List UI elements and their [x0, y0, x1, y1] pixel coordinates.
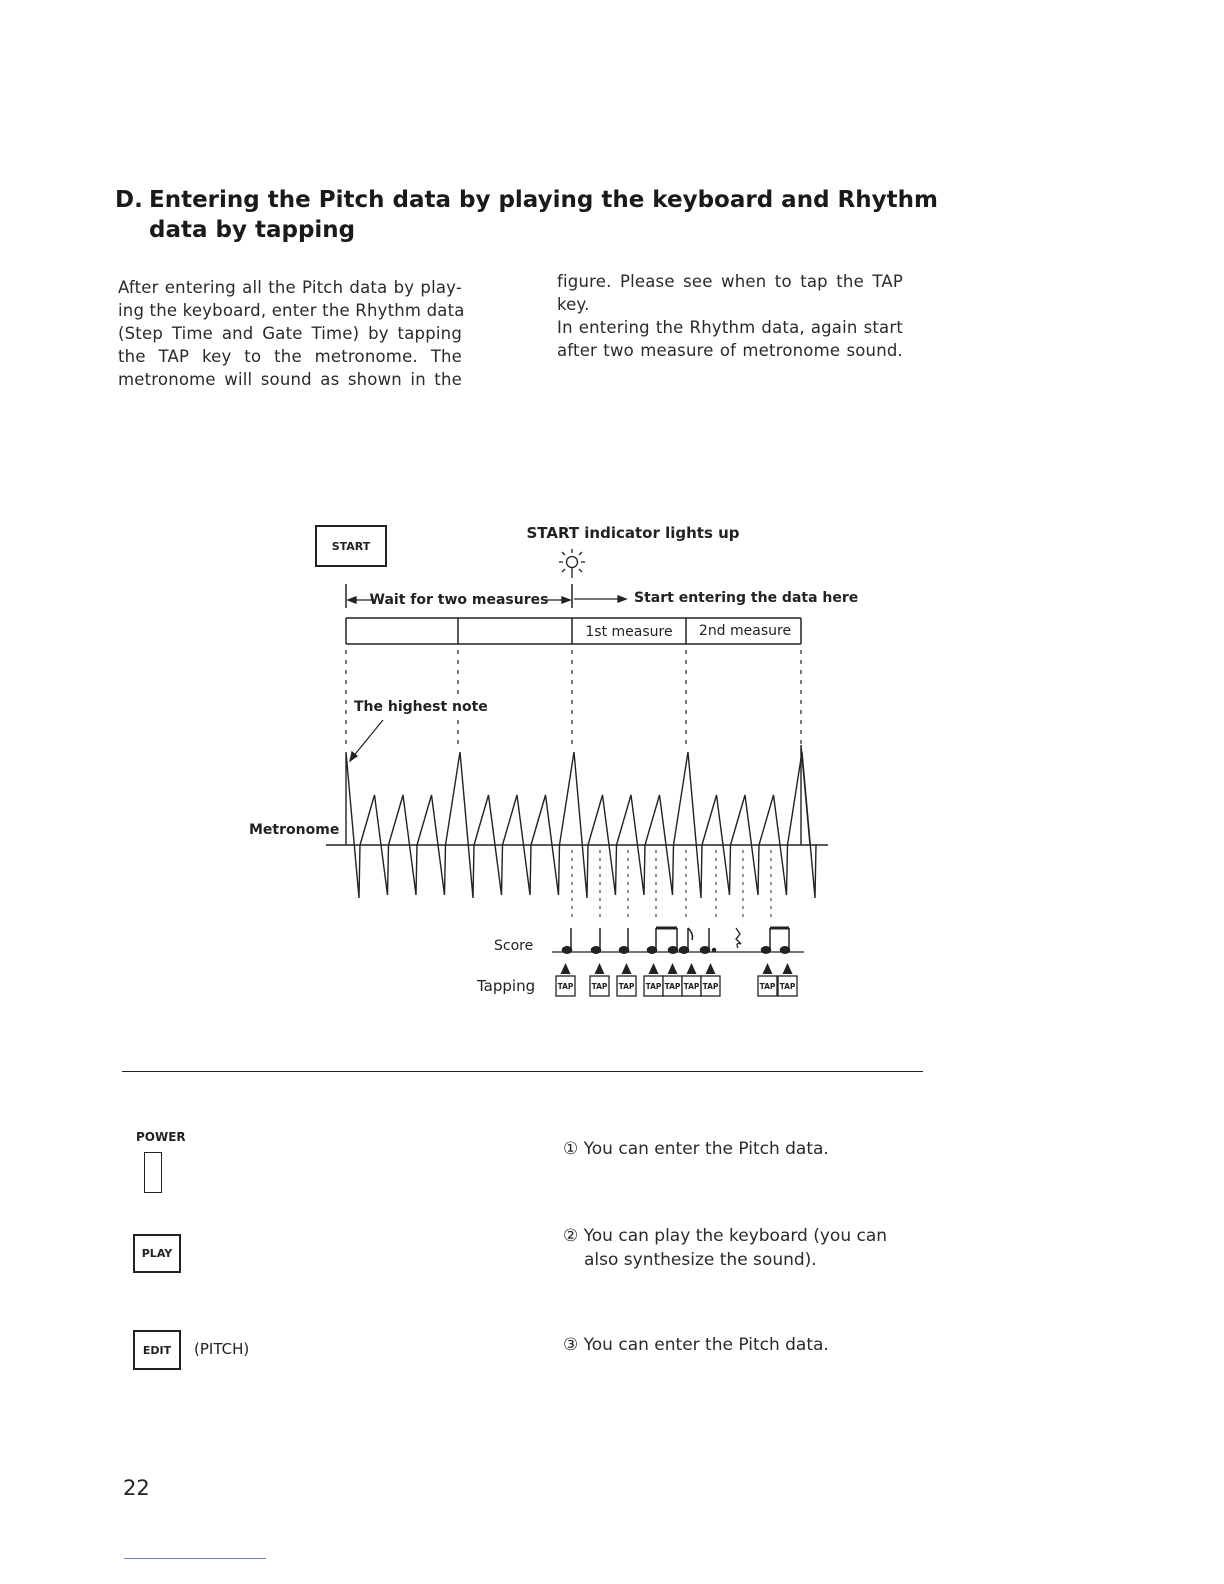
- indicator-lamp-icon: [559, 549, 585, 578]
- intro-right-line: In entering the Rhythm data, again start: [557, 318, 903, 337]
- tap-arrow-icon: [763, 963, 773, 974]
- edit-key[interactable]: EDIT: [133, 1330, 181, 1370]
- tap-key-label: TAP: [557, 982, 574, 991]
- tap-key-label: TAP: [759, 982, 776, 991]
- start-indicator-label: START indicator lights up: [526, 524, 740, 542]
- intro-right-line: figure. Please see when to tap the TAP: [557, 272, 903, 291]
- metronome-wave-path: [346, 752, 817, 898]
- metronome-final-spike: [801, 745, 810, 845]
- intro-left-line: the TAP key to the metronome. The: [118, 347, 462, 366]
- step-1-text: ① You can enter the Pitch data.: [563, 1139, 829, 1159]
- metronome-label: Metronome: [249, 822, 340, 838]
- tap-key-label: TAP: [779, 982, 796, 991]
- metronome-waveform: [346, 745, 817, 898]
- start-entering-label: Start entering the data here: [634, 590, 859, 606]
- intro-left-line: ing the keyboard, enter the Rhythm data: [118, 301, 465, 320]
- step-3-text: ③ You can enter the Pitch data.: [563, 1335, 829, 1355]
- start-entering-arrow: [574, 596, 626, 602]
- tap-key-label: TAP: [664, 982, 681, 991]
- intro-right-line: after two measure of metronome sound.: [557, 341, 903, 360]
- section-letter: D.: [115, 187, 143, 213]
- tap-arrow-icon: [668, 963, 678, 974]
- tap-arrow-icon: [687, 963, 697, 974]
- tap-arrow-icon: [783, 963, 793, 974]
- wait-label: Wait for two measures: [369, 592, 549, 608]
- tap-arrow-icon: [706, 963, 716, 974]
- tap-key-label: TAP: [702, 982, 719, 991]
- section-title-line-2: data by tapping: [149, 217, 356, 243]
- highest-note-label: The highest note: [354, 699, 488, 715]
- intro-right-line: key.: [557, 295, 590, 314]
- intro-left-line: (Step Time and Gate Time) by tapping: [118, 324, 462, 343]
- tap-key-label: TAP: [591, 982, 608, 991]
- tap-key-label: TAP: [645, 982, 662, 991]
- highest-note-arrow: [350, 720, 383, 761]
- bottom-rule: [124, 1558, 266, 1559]
- tap-arrow-icon: [595, 963, 605, 974]
- section-divider: [122, 1071, 923, 1072]
- tap-keys: [556, 963, 797, 996]
- intro-left-line: metronome will sound as shown in the: [118, 370, 462, 389]
- play-key[interactable]: PLAY: [133, 1234, 181, 1273]
- measure-2-label: 2nd measure: [698, 623, 792, 639]
- tap-arrow-icon: [622, 963, 632, 974]
- page-number: 22: [123, 1476, 150, 1500]
- tap-key-label: TAP: [618, 982, 635, 991]
- measure-1-label: 1st measure: [585, 624, 673, 640]
- power-label: POWER: [136, 1130, 186, 1144]
- start-key-label: START: [331, 540, 371, 553]
- step-2-line-2: also synthesize the sound).: [584, 1250, 817, 1270]
- tap-arrow-icon: [561, 963, 571, 974]
- intro-left-line: After entering all the Pitch data by play-: [118, 278, 462, 297]
- pitch-label: (PITCH): [194, 1340, 250, 1358]
- tapping-label: Tapping: [477, 977, 536, 995]
- score-notes: [563, 928, 790, 953]
- power-switch[interactable]: [144, 1152, 162, 1193]
- tap-key-label: TAP: [683, 982, 700, 991]
- step-2-line-1: ② You can play the keyboard (you can: [563, 1226, 888, 1246]
- tap-arrow-icon: [649, 963, 659, 974]
- section-title-line-1: Entering the Pitch data by playing the keyboard and Rhythm: [149, 187, 938, 213]
- score-label: Score: [494, 938, 534, 954]
